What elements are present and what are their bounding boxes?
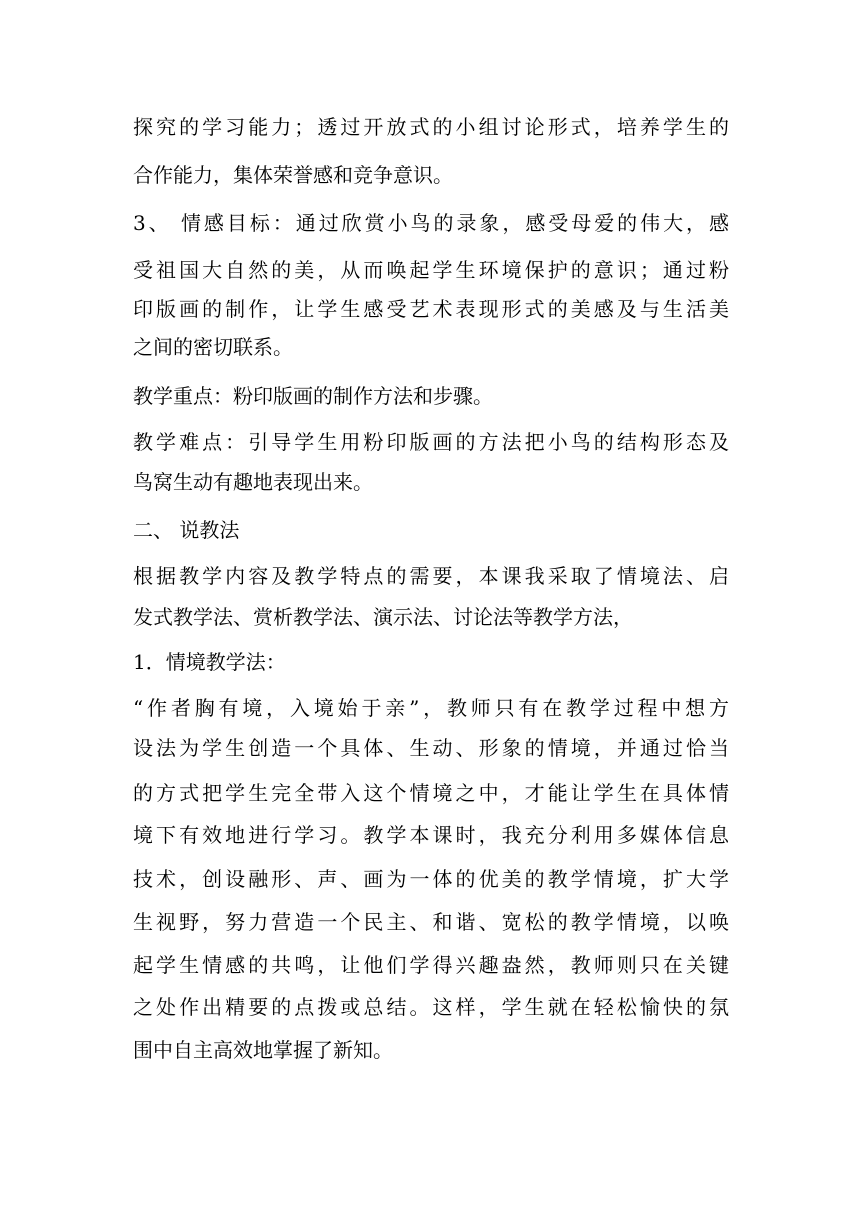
text-line-11: 根据教学内容及教学特点的需要，本课我采取了情境法、启 xyxy=(133,564,729,588)
text-line-22: 围中自主高效地掌握了新知。 xyxy=(133,1038,393,1062)
text-line-19: 生视野，努力营造一个民主、和谐、宽松的教学情境，以唤 xyxy=(133,910,729,934)
text-line-1: 探究的学习能力；透过开放式的小组讨论形式，培养学生的 xyxy=(133,115,729,139)
text-line-21: 之处作出精要的点拨或总结。这样，学生就在轻松愉快的氛 xyxy=(133,995,729,1019)
text-line-16: 的方式把学生完全带入这个情境之中，才能让学生在具体情 xyxy=(133,781,729,805)
subsection-heading: 1．情境教学法： xyxy=(133,650,286,674)
text-line-8: 教学难点：引导学生用粉印版画的方法把小鸟的结构形态及 xyxy=(133,430,729,454)
text-line-14: “作者胸有境，入境始于亲”，教师只有在教学过程中想方 xyxy=(133,696,729,720)
text-line-9: 鸟窝生动有趣地表现出来。 xyxy=(133,470,373,494)
text-line-4: 受祖国大自然的美，从而唤起学生环境保护的意识；通过粉 xyxy=(133,258,729,282)
text-line-3: 3、 情感目标：通过欣赏小鸟的录象，感受母爱的伟大，感 xyxy=(133,211,729,235)
text-line-15: 设法为学生创造一个具体、生动、形象的情境，并通过恰当 xyxy=(133,736,729,760)
text-line-18: 技术，创设融形、声、画为一体的优美的教学情境，扩大学 xyxy=(133,867,729,891)
text-line-17: 境下有效地进行学习。教学本课时，我充分利用多媒体信息 xyxy=(133,823,729,847)
text-line-5: 印版画的制作，让学生感受艺术表现形式的美感及与生活美 xyxy=(133,297,729,321)
text-line-2: 合作能力，集体荣誉感和竞争意识。 xyxy=(133,163,453,187)
text-line-6: 之间的密切联系。 xyxy=(133,335,293,359)
text-line-20: 起学生情感的共鸣，让他们学得兴趣盎然，教师则只在关键 xyxy=(133,953,729,977)
text-line-12: 发式教学法、赏析教学法、演示法、讨论法等教学方法， xyxy=(133,605,633,629)
section-heading: 二、 说教法 xyxy=(133,518,240,542)
text-line-7: 教学重点：粉印版画的制作方法和步骤。 xyxy=(133,384,493,408)
